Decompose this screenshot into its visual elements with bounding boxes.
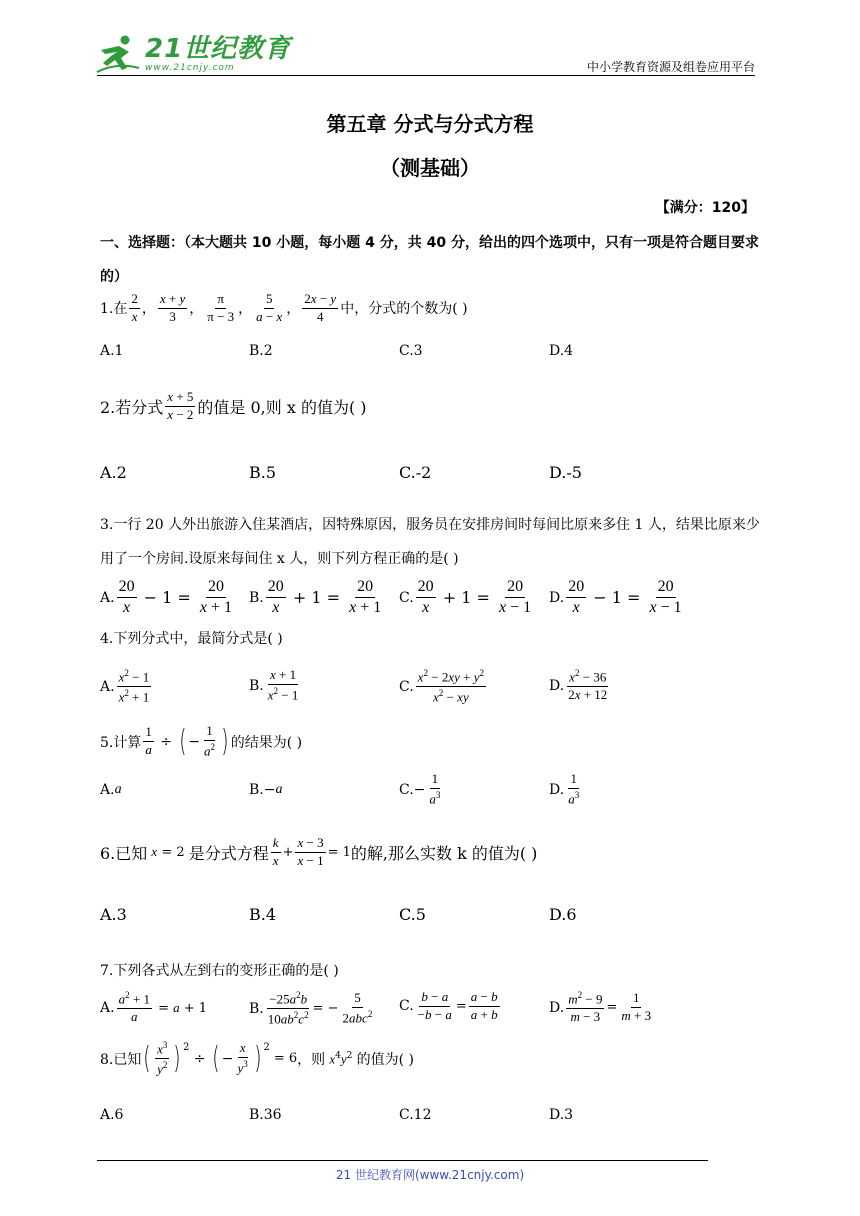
option-label: A.	[100, 782, 115, 798]
question-4: 4.下列分式中，最简分式是( )	[100, 631, 283, 647]
runner-logo-icon	[95, 34, 141, 74]
logo-main-text: 21世纪教育	[145, 33, 292, 64]
option-label: D.	[549, 589, 565, 606]
option-label: D.	[549, 677, 565, 694]
option-4d[interactable]: D. $\frac{x^2 - 36}{2x + 12}$	[549, 668, 608, 703]
option-4a[interactable]: A. $\frac{x^2 - 1}{x^2 + 1}$	[100, 668, 150, 705]
question-8-text: ，则	[297, 1051, 326, 1068]
page-subtitle: （测基础）	[380, 156, 480, 180]
option-6b[interactable]: B.4	[249, 905, 277, 924]
option-8d[interactable]: D.3	[549, 1107, 574, 1123]
option-1b[interactable]: B.2	[249, 343, 273, 359]
option-7c[interactable]: C. $\frac{b - a}{-b - a}$ = $\frac{a - b}{a + b}$	[399, 989, 498, 1022]
option-6a[interactable]: A.3	[100, 905, 127, 924]
question-6: 6.已知 x = 2 是分式方程 $\frac{k}{x}$ + $\frac{x - 3}{x - 1}$ = 1 的解,那么实数 k 的值为( )	[100, 835, 538, 868]
option-5d[interactable]: D. $\frac{1}{a^3}$	[549, 771, 580, 807]
question-8-number: 8.已知	[100, 1051, 142, 1068]
option-7d[interactable]: D. $\frac{m^2 - 9}{m - 3}$ = $\frac{1}{m + 3}$	[549, 990, 652, 1025]
section-heading: 一、选择题：（本大题共 10 小题，每小题 4 分，共 40 分，给出的四个选项中，只有一项是符合题目要求的）	[100, 235, 759, 285]
option-label: C.	[399, 678, 414, 695]
footer-link[interactable]: 21 世纪教育网(www.21cnjy.com)	[335, 1168, 525, 1182]
option-label: B.	[249, 1000, 264, 1017]
option-1a[interactable]: A.1	[100, 343, 124, 359]
option-3b[interactable]: B. $\frac{20}{x}$ + 1 = $\frac{20}{x + 1}$	[249, 578, 382, 617]
footer-divider	[97, 1160, 708, 1161]
option-6c[interactable]: C.5	[399, 905, 426, 924]
option-label: A.	[100, 678, 115, 695]
option-label: D.	[549, 781, 565, 798]
option-label: A.	[100, 589, 115, 606]
question-6-number: 6.已知	[100, 843, 148, 863]
option-1d[interactable]: D.4	[549, 343, 574, 359]
option-3c[interactable]: C. $\frac{20}{x}$ + 1 = $\frac{20}{x - 1}$	[399, 578, 532, 617]
option-label: C.	[399, 998, 414, 1015]
option-7a[interactable]: A. $\frac{a^2 + 1}{a}$ = a + 1	[100, 990, 208, 1025]
option-label: B.	[249, 677, 264, 694]
option-label: B.	[249, 782, 264, 798]
option-label: A.	[100, 999, 115, 1016]
fraction: $\frac{5}{a - x}$	[256, 291, 283, 324]
fraction: $\frac{\pi}{\pi - 3}$	[207, 291, 235, 324]
option-8b[interactable]: B.36	[249, 1107, 282, 1123]
option-label: B.	[249, 589, 264, 606]
question-1: 1.在 $\frac{2}{x}$ ， $\frac{x + y}{3}$ ， $\frac{\pi}{\pi - 3}$ ， $\frac{5}{a - x}$ ， $\frac{2x - y}{4}$ 中，分式的个数为( )	[100, 291, 468, 324]
question-2-number: 2.若分式	[100, 397, 164, 417]
logo-url-text: www.21cnjy.com	[145, 62, 235, 73]
fraction: $\frac{x + y}{3}$	[159, 291, 186, 324]
question-8: 8.已知 ( $\frac{x^3}{y^2}$ ) $^2$ ÷ ( − $\frac{x}{y^3}$ ) $^2$ = 6 ，则 $x^4y^2$ 的值为( )	[100, 1040, 414, 1077]
question-6-mid: 是分式方程	[188, 843, 269, 863]
fraction: $\frac{x + 5}{x - 2}$	[167, 389, 194, 422]
option-2d[interactable]: D.-5	[549, 463, 582, 482]
option-8c[interactable]: C.12	[399, 1107, 432, 1123]
logo	[95, 34, 291, 74]
question-1-number: 1.在	[100, 301, 128, 318]
question-6-text: 的解,那么实数 k 的值为( )	[350, 843, 538, 863]
option-label: D.	[549, 999, 565, 1016]
question-3: 3.一行 20 人外出旅游入住某酒店，因特殊原因，服务员在安排房间时每间比原来多住 1 人，结果比原来少用了一个房间.设原来每间住 x 人，则下列方程正确的是( )	[100, 517, 760, 567]
question-8-text-2: 的值为( )	[356, 1051, 414, 1068]
platform-label: 中小学教育资源及组卷应用平台	[586, 60, 755, 74]
option-2c[interactable]: C.-2	[399, 463, 432, 482]
option-4b[interactable]: B. $\frac{x + 1}{x^2 - 1}$	[249, 667, 299, 703]
option-8a[interactable]: A.6	[100, 1107, 124, 1123]
page-title: 第五章 分式与分式方程	[326, 112, 534, 136]
fraction: $\frac{2}{x}$	[131, 291, 138, 324]
option-2a[interactable]: A.2	[100, 463, 127, 482]
option-2b[interactable]: B.5	[249, 463, 277, 482]
option-4c[interactable]: C. $\frac{x^2 - 2xy + y^2}{x^2 - xy}$	[399, 668, 485, 705]
question-2	[100, 390, 367, 423]
question-5-number: 5.计算	[100, 734, 142, 751]
question-7: 7.下列各式从左到右的变形正确的是( )	[100, 963, 339, 979]
question-1-text: 中，分式的个数为( )	[340, 301, 468, 318]
option-5c[interactable]: C. − $\frac{1}{a^3}$	[399, 771, 441, 807]
question-2-text: 的值是 0,则 x 的值为( )	[197, 397, 367, 417]
option-7b[interactable]: B. $\frac{-25a^2b}{10ab^2c^2}$ = − $\frac{5}{2abc^2}$	[249, 990, 373, 1027]
option-1c[interactable]: C.3	[399, 343, 423, 359]
option-3a[interactable]: A. $\frac{20}{x}$ − 1 = $\frac{20}{x + 1}$	[100, 578, 233, 617]
option-6d[interactable]: D.6	[549, 905, 577, 924]
question-5-text: 的结果为( )	[230, 734, 303, 751]
fraction: $\frac{2x - y}{4}$	[304, 291, 337, 324]
question-5: 5.计算 $\frac{1}{a}$ ÷ ( − $\frac{1}{a^2}$ ) 的结果为( )	[100, 723, 303, 759]
option-3d[interactable]: D. $\frac{20}{x}$ − 1 = $\frac{20}{x - 1}$	[549, 578, 682, 617]
header-divider	[97, 75, 755, 76]
option-label: C.	[399, 781, 414, 798]
score-label: 【满分：120】	[655, 200, 755, 216]
option-label: C.	[399, 589, 414, 606]
option-5b[interactable]: B. − a	[249, 782, 283, 798]
option-5a[interactable]: A. a	[100, 782, 122, 798]
